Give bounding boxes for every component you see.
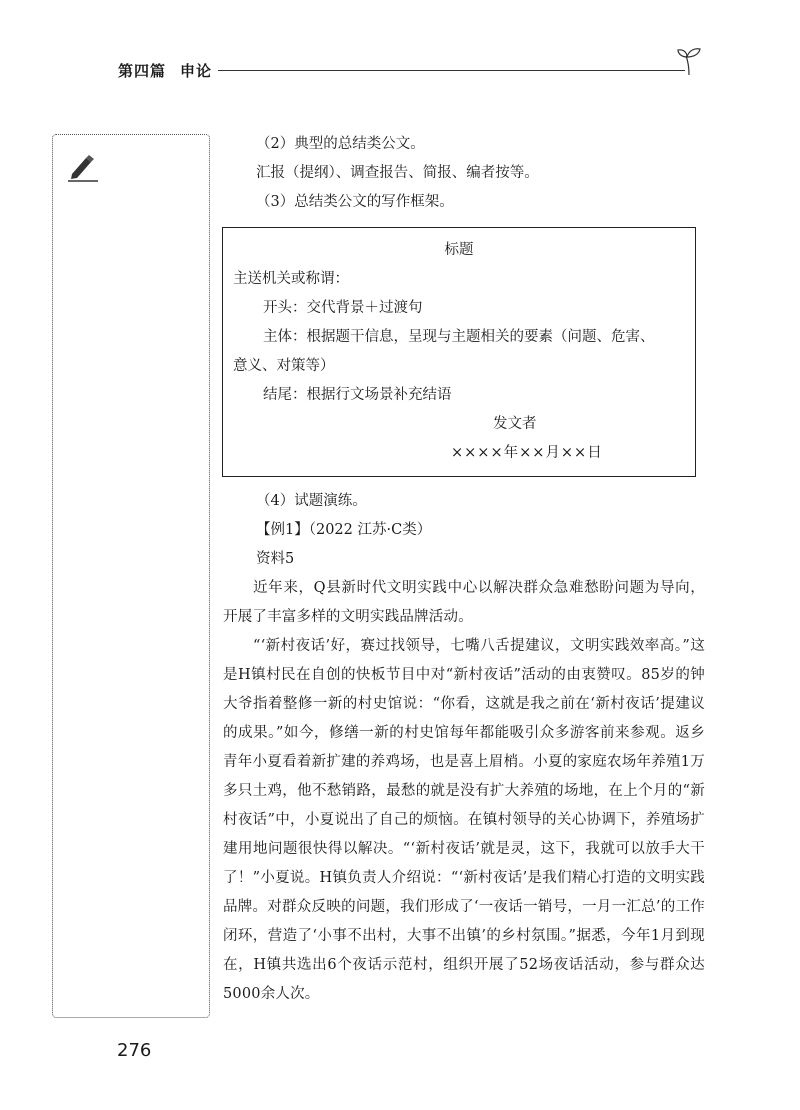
header-part: 第四篇 bbox=[118, 62, 167, 80]
frame-title: 标题 bbox=[444, 242, 474, 258]
frame-date: ××××年××月××日 bbox=[451, 445, 603, 461]
item4-title: （4）试题演练。 bbox=[256, 493, 367, 509]
header-rule bbox=[218, 70, 685, 71]
frame-body-line1: 主体：根据题干信息，呈现与主题相关的要素（问题、危害、 bbox=[263, 329, 655, 345]
framework-box bbox=[222, 227, 696, 477]
sprout-icon bbox=[676, 42, 702, 76]
item2-body: 汇报（提纲）、调查报告、简报、编者按等。 bbox=[256, 165, 539, 181]
pen-icon bbox=[66, 150, 100, 184]
frame-recipient: 主送机关或称谓： bbox=[233, 271, 349, 287]
item3-title: （3）总结类公文的写作框架。 bbox=[256, 194, 454, 210]
frame-opening: 开头：交代背景＋过渡句 bbox=[263, 300, 423, 316]
page-number: 276 bbox=[117, 1040, 152, 1061]
header-title bbox=[118, 60, 226, 81]
frame-ending: 结尾：根据行文场景补充结语 bbox=[263, 387, 452, 403]
frame-issuer: 发文者 bbox=[493, 416, 537, 432]
item2-title: （2）典型的总结类公文。 bbox=[256, 136, 425, 152]
paragraph-2: “‘新村夜话’好，赛过找领导，七嘴八舌提建议，文明实践效率高。”这是H镇村民在自创的快板节目中对“新村夜话”活动的由衷赞叹。85岁的钟大爷指着整修一新的村史馆说：“你看，这就是我之前在‘新村夜话’提建议的成果。”如今，修缮一新的村史馆每年都能吸引众多游客前来参观。返乡青年小夏看着新扩建的养鸡场，也是喜上眉梢。小夏的家庭农场年养殖1万多只土鸡，他不愁销路，最愁的就是没有扩大养殖的场地，在上个月的“新村夜话”中，小夏说出了自己的烦恼。在镇村领导的关心协调下，养殖场扩建用地问题很快得以解决。“‘新村夜话’就是灵，这下，我就可以放手大干了！”小夏说。H镇负责人介绍说：“‘新村夜话’是我们精心打造的文明实践品牌。对群众反映的问题，我们形成了‘一夜话一销号，一月一汇总’的工作闭环，营造了‘小事不出村，大事不出镇’的乡村氛围。”据悉，今年1月到现在，H镇共选出6个夜话示范村，组织开展了52场夜话活动，参与群众达5000余人次。 bbox=[223, 638, 705, 1002]
paragraph-1: 近年来，Q县新时代文明实践中心以解决群众急难愁盼问题为导向，开展了丰富多样的文明实践品牌活动。 bbox=[223, 580, 705, 625]
header-section: 申论 bbox=[180, 62, 213, 80]
page-content bbox=[223, 130, 705, 1009]
material-label: 资料5 bbox=[256, 551, 295, 567]
frame-body-line2: 意义、对策等） bbox=[233, 358, 335, 374]
margin-note-box bbox=[52, 134, 210, 1018]
example-label: 【例1】（2022 江苏·C类） bbox=[256, 522, 432, 538]
